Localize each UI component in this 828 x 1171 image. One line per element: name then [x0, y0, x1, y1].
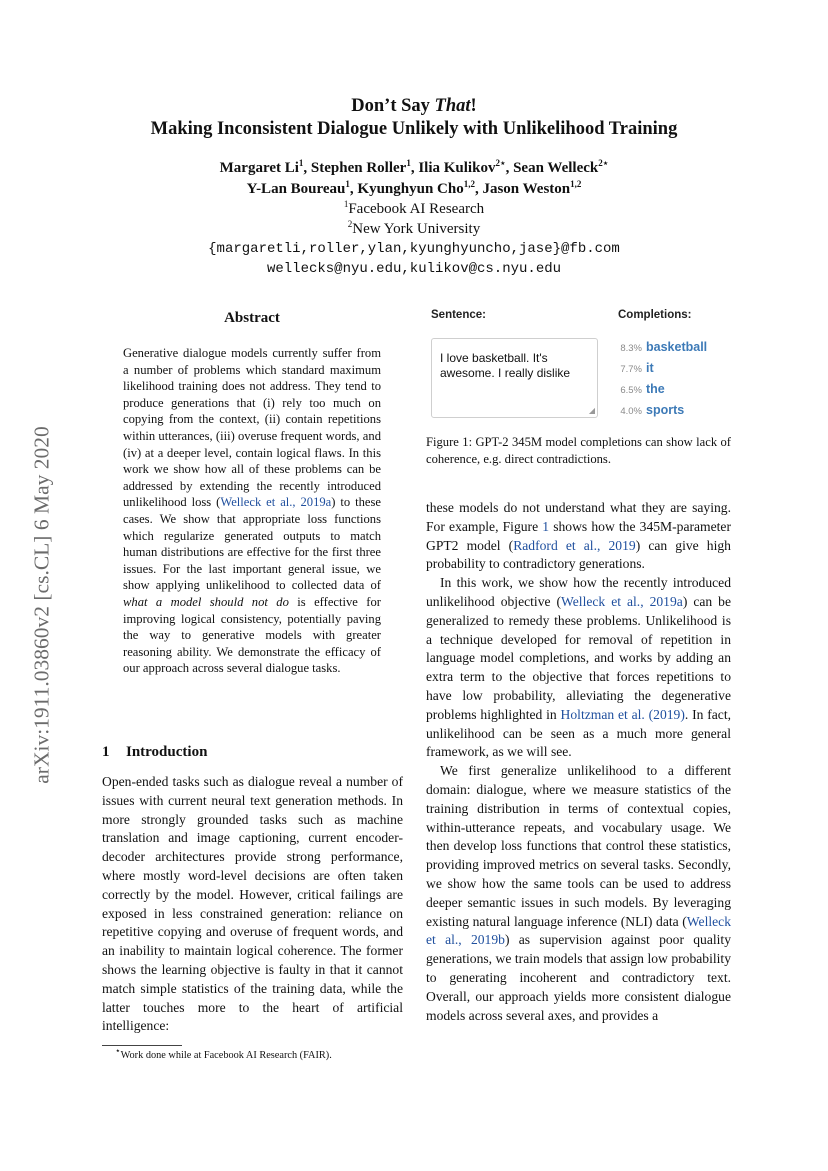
completion-item[interactable]	[616, 340, 707, 354]
affiliation-name: New York University	[352, 221, 481, 237]
affiliation	[0, 199, 828, 219]
paragraph: these models do not understand what they are saying. For example, Figure 1 shows how the 345M-parameter GPT2 model (Radford et al., 2019) can give high probability to contradictory generations.	[426, 500, 731, 572]
sentence-input[interactable]	[431, 338, 598, 418]
author-name: Margaret Li	[219, 160, 299, 176]
affiliation	[0, 219, 828, 239]
author-name: Jason Weston	[482, 181, 571, 197]
author-name: Ilia Kulikov	[418, 160, 496, 176]
author-name: Kyunghyun Cho	[357, 181, 464, 197]
arxiv-sidebar	[22, 365, 62, 845]
author-line-1	[0, 158, 828, 179]
completion-probability: 6.5%	[620, 385, 642, 396]
author-affiliation-mark: 2⋆	[598, 158, 609, 168]
completion-item[interactable]	[616, 361, 654, 375]
figure-1	[426, 305, 731, 435]
paragraph: In this work, we show how the recently introduced unlikelihood objective (Welleck et al., 2019a) can be generalized to remedy these problems. Unlikelihood is a technique developed for removal of repetition in language model completions, and works by adding an extra term to the objective that forces repetitions to have low probability, alleviating the degenerative problems highlighted in Holtzman et al. (2019). In fact, unlikelihood can be seen as a much more general framework, as we will see.	[426, 575, 731, 760]
section-heading-introduction	[102, 744, 207, 761]
email-line-2: wellecks@nyu.edu,kulikov@cs.nyu.edu	[266, 261, 562, 277]
completion-probability: 8.3%	[620, 343, 642, 354]
completion-word: it	[646, 361, 654, 375]
completion-word: the	[646, 382, 665, 396]
sentence-text: I love basketball. It's awesome. I really dislike	[440, 351, 571, 380]
sentence-label: Sentence:	[431, 309, 486, 321]
title-line-1: Don’t Say That!	[351, 96, 477, 116]
author-affiliation-mark: 1,2	[463, 179, 475, 189]
abstract-heading: Abstract	[224, 310, 280, 326]
author-list	[0, 158, 828, 200]
completion-probability: 7.7%	[620, 364, 642, 375]
affiliation-name: Facebook AI Research	[348, 201, 485, 217]
footnote: ⋆Work done while at Facebook AI Research (FAIR).	[115, 1045, 332, 1061]
author-separator: ,	[303, 160, 311, 176]
author-affiliation-mark: 2⋆	[495, 158, 506, 168]
email-line-1: {margaretli,roller,ylan,kyunghyuncho,jase}@fb.com	[208, 241, 620, 257]
author-affiliation-mark: 1	[406, 158, 411, 168]
citation-link[interactable]: Welleck et al., 2019a	[220, 495, 332, 510]
section-title: Introduction	[126, 744, 208, 760]
completion-word: sports	[646, 403, 685, 417]
author-line-2	[0, 179, 828, 200]
author-separator: ,	[505, 160, 514, 176]
author-separator: ,	[474, 181, 483, 197]
citation-link[interactable]: Radford et al., 2019	[513, 537, 636, 553]
paper-title	[0, 95, 828, 141]
author-affiliation-mark: 1,2	[570, 179, 582, 189]
section-number: 1	[102, 744, 110, 760]
completion-probability: 4.0%	[620, 406, 642, 417]
author-name: Sean Welleck	[513, 160, 599, 176]
abstract-body: Generative dialogue models currently suffer from a number of problems which standard maximum likelihood training does not address. They tend to produce generations that (i) rely too much on copying from the context, (ii) contain repetitions within utterances, (iii) overuse frequent words, and (iv) at a deeper level, contain logical flaws. In this work we show how all of these problems can be addressed by extending the recently introduced unlikelihood loss (Welleck et al., 2019a) to these cases. We show that appropriate loss functions which regularize generated outputs to match human distributions are effective for the first three issues. For the last important general issue, we show applying unlikelihood to collected data of what a model should not do is effective for improving logical consistency, potentially paving the way to generative models with greater reasoning ability. We demonstrate the efficacy of our approach across several dialogue tasks.	[123, 346, 381, 676]
affiliation-mark: 2	[347, 219, 353, 229]
affiliation-list	[0, 199, 828, 239]
completion-item[interactable]	[616, 382, 665, 396]
completions-label: Completions:	[618, 309, 692, 321]
completion-word: basketball	[646, 340, 708, 354]
citation-link[interactable]: Welleck et al., 2019b	[426, 913, 731, 948]
author-affiliation-mark: 1	[345, 179, 350, 189]
figure-ref-link[interactable]: 1	[542, 518, 550, 534]
figure-caption: Figure 1: GPT-2 345M model completions can show lack of coherence, e.g. direct contradictions.	[426, 435, 731, 466]
author-separator: ,	[410, 160, 419, 176]
author-separator: ,	[349, 181, 358, 197]
author-name: Y-Lan Boureau	[246, 181, 346, 197]
intro-right-column	[426, 499, 731, 1025]
affiliation-mark: 1	[343, 199, 349, 209]
intro-left-column: Open-ended tasks such as dialogue reveal a number of issues with current neural text generation methods. In more strongly grounded tasks such as machine translation and image captioning, current encoder-decoder architectures provide strong performance, where mostly word-level decisions are often taken correctly by the model. However, critical failings are exposed in less constrained generation: reliance on repetitive copying and overuse of frequent words, and an inability to maintain logical coherence. The former shows the learning objective is faulty in that it cannot match simple statistics of the training data, while the latter touches more to the heart of artificial intelligence:	[102, 774, 403, 1034]
author-name: Stephen Roller	[310, 160, 407, 176]
email-list	[0, 239, 828, 279]
completion-item[interactable]	[616, 403, 684, 417]
author-affiliation-mark: 1	[298, 158, 304, 168]
footnote-rule	[102, 1045, 182, 1046]
citation-link[interactable]: Welleck et al., 2019a	[561, 593, 683, 609]
arxiv-identifier: arXiv:1911.03860v2 [cs.CL] 6 May 2020	[29, 426, 54, 784]
resize-grip-icon[interactable]: ◢	[588, 406, 595, 415]
title-line-2: Making Inconsistent Dialogue Unlikely with Unlikelihood Training	[150, 119, 678, 139]
citation-link[interactable]: Holtzman et al. (2019)	[560, 706, 685, 722]
paragraph: We first generalize unlikelihood to a different domain: dialogue, where we measure statistics of the training distribution in terms of contextual copies, within-utterance repeats, and vocabulary usage. We then develop loss functions that control these statistics, providing improved metrics on several tasks. Secondly, we show how the same tools can be used to address deeper semantic issues in such models. By leveraging existing natural language inference (NLI) data (Welleck et al., 2019b) as supervision against poor quality generations, we train models that assign low probability to generating incoherent and contradictory text. Overall, our approach yields more consistent dialogue models across several axes, and provides a	[426, 763, 732, 1023]
